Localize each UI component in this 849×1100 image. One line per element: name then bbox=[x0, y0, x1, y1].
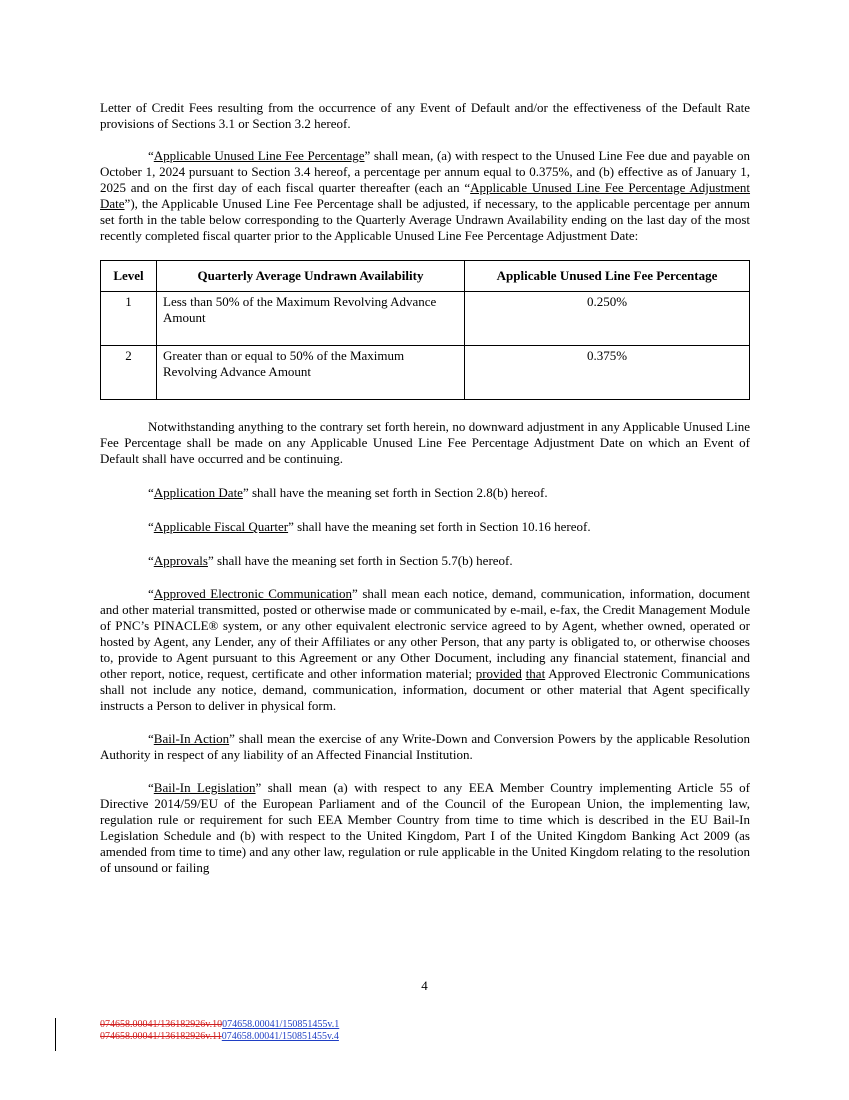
header-level: Level bbox=[101, 261, 157, 292]
header-percentage: Applicable Unused Line Fee Percentage bbox=[465, 261, 750, 292]
defined-term: Bail-In Legislation bbox=[153, 780, 256, 795]
deleted-doc-id: 074658.00041/136182926v.10 bbox=[100, 1019, 223, 1030]
inserted-doc-id: 074658.00041/150851455v.1 bbox=[222, 1019, 340, 1030]
defined-term: Bail-In Action bbox=[153, 731, 230, 746]
percentage-cell: 0.250% bbox=[465, 292, 750, 346]
level-cell: 2 bbox=[101, 346, 157, 400]
approved-electronic-communication-definition: “Approved Electronic Communication” shall mean each notice, demand, communication, information, document and other material transmitted, posted or otherwise made or communicated by e-mail, e-fax, the Credit Management Module of PNC’s PINACLE® system, or any other equivalent electronic service agreed to by Agent, whether owned, operated or hosted by Agent, any Lender, any of their Affiliates or any other Person, that any party is obligated to, or otherwise chooses to, provide to Agent pursuant to this Agreement or any Other Document, including any financial statement, financial and other report, notice, request, certificate and other information material; provided that Approved Electronic Communications shall not include any notice, demand, communication, information, document or other material that Agent specifically instructs a Person to deliver in physical form. bbox=[100, 586, 750, 713]
defined-term: Application Date bbox=[153, 485, 243, 500]
defined-term: Applicable Fiscal Quarter bbox=[153, 519, 289, 534]
defined-term: Approved Electronic Communication bbox=[153, 586, 353, 601]
provided-keyword: provided bbox=[475, 666, 522, 681]
percentage-cell: 0.375% bbox=[465, 346, 750, 400]
availability-cell: Greater than or equal to 50% of the Maximum Revolving Advance Amount bbox=[157, 346, 465, 400]
inserted-doc-id: 074658.00041/150851455v.4 bbox=[221, 1031, 339, 1042]
footer-line-1 bbox=[100, 1019, 339, 1031]
table-row bbox=[101, 346, 750, 400]
application-date-definition: “Application Date” shall have the meaning set forth in Section 2.8(b) hereof. bbox=[148, 485, 548, 500]
level-cell: 1 bbox=[101, 292, 157, 346]
that-keyword: that bbox=[525, 666, 546, 681]
table-row bbox=[101, 292, 750, 346]
table-header-row bbox=[101, 261, 750, 292]
deleted-doc-id: 074658.00041/136182926v.11 bbox=[100, 1031, 222, 1042]
fee-percentage-table bbox=[100, 260, 750, 400]
approvals-definition: “Approvals” shall have the meaning set forth in Section 5.7(b) hereof. bbox=[148, 553, 513, 568]
defined-term: Applicable Unused Line Fee Percentage Adjustment Date bbox=[100, 180, 751, 211]
change-bar bbox=[55, 1018, 56, 1051]
page-number: 4 bbox=[421, 978, 428, 993]
intro-paragraph: Letter of Credit Fees resulting from the occurrence of any Event of Default and/or the effectiveness of the Default Rate provisions of Sections 3.1 or Section 3.2 hereof. bbox=[100, 100, 750, 131]
unused-line-fee-definition: “Applicable Unused Line Fee Percentage” shall mean, (a) with respect to the Unused Line Fee due and payable on October 1, 2024 pursuant to Section 3.4 hereof, a percentage per annum equal to 0.375%, and (b) effective as of January 1, 2025 and on the first day of each fiscal quarter thereafter (each an “Applicable Unused Line Fee Percentage Adjustment Date”), the Applicable Unused Line Fee Percentage shall be adjusted, if necessary, to the applicable percentage per annum set forth in the table below corresponding to the Quarterly Average Undrawn Availability ending on the last day of the most recently completed fiscal quarter prior to the Applicable Unused Line Fee Percentage Adjustment Date: bbox=[100, 148, 751, 243]
defined-term: Applicable Unused Line Fee Percentage bbox=[153, 148, 365, 163]
document-page bbox=[100, 0, 750, 876]
header-availability: Quarterly Average Undrawn Availability bbox=[157, 261, 465, 292]
bail-in-legislation-definition: “Bail-In Legislation” shall mean (a) with respect to any EEA Member Country implementing Article 55 of Directive 2014/59/EU of the European Parliament and of the Council of the European Union, the implementing law, regulation rule or requirement for such EEA Member Country from time to time which is described in the EU Bail-In Legislation Schedule and (b) with respect to the United Kingdom, Part I of the United Kingdom Banking Act 2009 (as amended from time to time) and any other law, regulation or rule applicable in the United Kingdom relating to the resolution of unsound or failing bbox=[100, 780, 750, 875]
availability-cell: Less than 50% of the Maximum Revolving Advance Amount bbox=[157, 292, 465, 346]
footer-line-2 bbox=[100, 1031, 339, 1043]
defined-term: Approvals bbox=[153, 553, 208, 568]
document-footer bbox=[100, 1019, 339, 1043]
applicable-fiscal-quarter-definition: “Applicable Fiscal Quarter” shall have the meaning set forth in Section 10.16 hereof. bbox=[148, 519, 591, 534]
bail-in-action-definition: “Bail-In Action” shall mean the exercise of any Write-Down and Conversion Powers by the applicable Resolution Authority in respect of any liability of an Affected Financial Institution. bbox=[100, 731, 750, 762]
notwithstanding-paragraph: Notwithstanding anything to the contrary set forth herein, no downward adjustment in any Applicable Unused Line Fee Percentage shall be made on any Applicable Unused Line Fee Percentage Adjustment Date on which an Event of Default shall have occurred and be continuing. bbox=[100, 419, 750, 466]
